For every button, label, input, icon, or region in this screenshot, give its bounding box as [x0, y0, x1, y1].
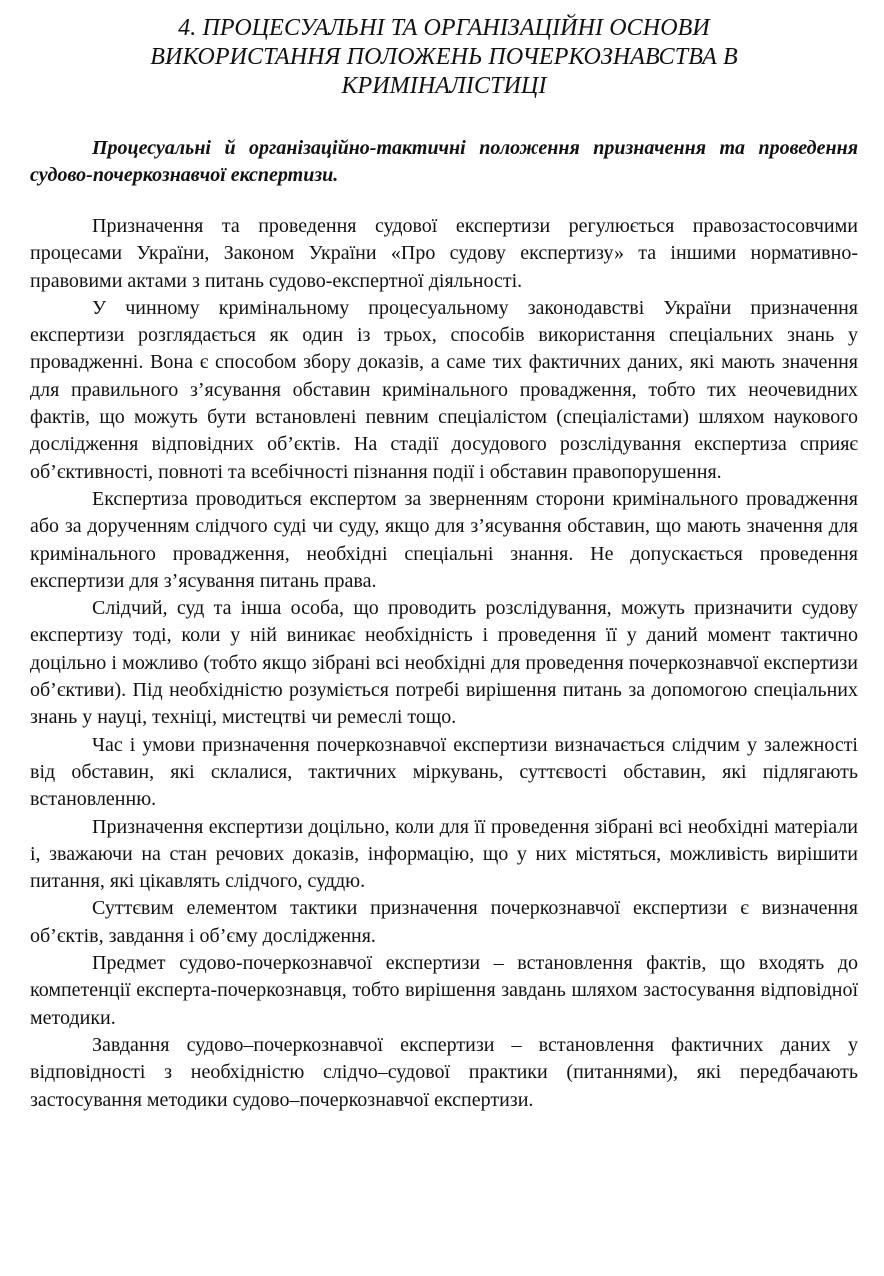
paragraph: Призначення експертизи доцільно, коли для її проведення зібрані всі необхідні матеріали і, зважаючи на стан речових доказів, інформацію, що у них містяться, можливість вирішити питання, які цікавлять слідчого, суддю. [30, 815, 858, 893]
chapter-title [30, 14, 858, 101]
paragraph: Призначення та проведення судової експертизи регулюється правозастосовчими процесами України, Законом України «Про судову експертизу» та іншими нормативно-правовими актами з питань судово-експертної діяльності. [30, 215, 858, 292]
body-text [30, 213, 858, 1114]
paragraph: Експертиза проводиться експертом за зверненням сторони кримінального провадження або за дорученням слідчого суді чи суду, якщо для з’ясування обставин, що мають значення для кримінального провадження, необхідні спеціальні знання. Не допускається проведення експертизи для з’ясування питань права. [30, 487, 858, 592]
paragraph: Предмет судово-почеркознавчої експертизи – встановлення фактів, що входять до компетенції експерта-почеркознавця, тобто вирішення завдань шляхом застосування відповідної методики. [30, 952, 858, 1029]
chapter-title-line: 4. ПРОЦЕСУАЛЬНІ ТА ОРГАНІЗАЦІЙНІ ОСНОВИ [178, 15, 710, 41]
paragraph: Слідчий, суд та інша особа, що проводить розслідування, можуть призначити судову експертизу тоді, коли у ній виникає необхідність і проведення її у даний момент тактично доцільно і можливо (тобто якщо зібрані всі необхідні для проведення почеркознавчої експертизи об’єктиви). Під необхідністю розуміється потребі вирішення питань за допомогою спеціальних знань у науці, техніці, мистецтві чи ремеслі тощо. [30, 597, 858, 729]
paragraph: У чинному кримінальному процесуальному законодавстві України призначення експертизи розглядається як один із трьох, способів використання спеціальних знань у провадженні. Вона є способом збору доказів, а саме тих фактичних даних, які мають значення для правильного з’ясування обставин кримінального провадження, тобто тих неочевидних фактів, що можуть бути встановлені певним спеціалістом (спеціалістами) шляхом наукового дослідження відповідних об’єктів. На стадії досудового розслідування експертиза сприяє об’єктивності, повноті та всебічності пізнання події і обставин правопорушення. [30, 296, 858, 483]
chapter-title-line: ВИКОРИСТАННЯ ПОЛОЖЕНЬ ПОЧЕРКОЗНАВСТВА В [150, 44, 738, 70]
chapter-title-line: КРИМІНАЛІСТИЦІ [341, 73, 547, 99]
paragraph: Час і умови призначення почеркознавчої експертизи визначається слідчим у залежності від обставин, які склалися, тактичних міркувань, суттєвості обставин, які підлягають встановленню. [30, 733, 858, 811]
paragraph: Завдання судово–почеркознавчої експертизи – встановлення фактичних даних у відповідності з необхідністю слідчо–судової практики (питаннями), які передбачають застосування методики судово–почеркознавчої експертизи. [30, 1033, 858, 1111]
section-title: Процесуальні й організаційно-тактичні положення призначення та проведення судово-почеркознавчої експертизи. [30, 137, 858, 186]
paragraph: Суттєвим елементом тактики призначення почеркознавчої експертизи є визначення об’єктів, завдання і об’єму дослідження. [30, 897, 858, 947]
